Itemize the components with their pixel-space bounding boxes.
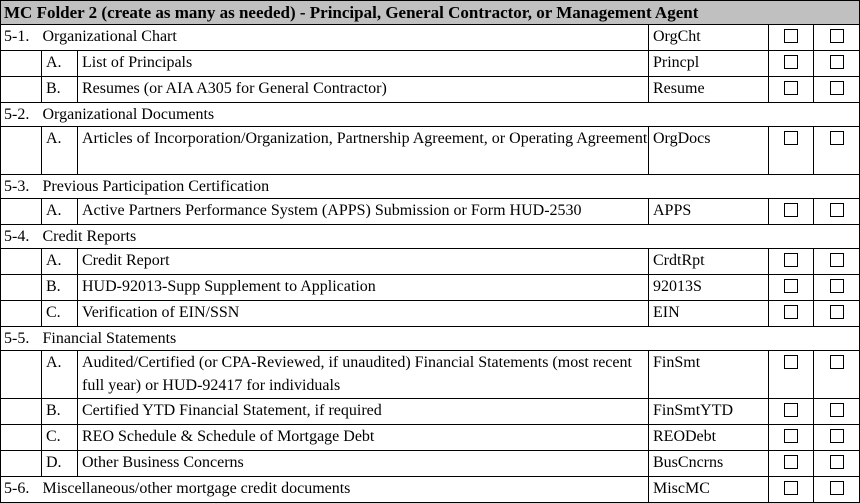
item-text: Audited/Certified (or CPA-Reviewed, if unaudited) Financial Statements (most recent full year) or HUD-92417 for individuals	[78, 351, 649, 399]
checkbox-1[interactable]	[784, 81, 798, 95]
item-letter: C.	[42, 425, 78, 451]
item-text: Credit Report	[78, 249, 649, 275]
section-number: 5-3.	[1, 175, 42, 199]
checkbox-2[interactable]	[830, 55, 844, 69]
item-text: REO Schedule & Schedule of Mortgage Debt	[78, 425, 649, 451]
doc-code: REODebt	[649, 425, 769, 451]
section-row	[1, 175, 860, 199]
checkbox-1[interactable]	[784, 403, 798, 417]
doc-code: EIN	[649, 301, 769, 327]
item-letter: B.	[42, 399, 78, 425]
item-letter: A.	[42, 351, 78, 399]
section-number: 5-2.	[1, 103, 42, 127]
checkbox-2[interactable]	[830, 131, 844, 145]
item-row	[1, 399, 860, 425]
section-number: 5-1.	[1, 25, 42, 51]
item-text: List of Principals	[78, 51, 649, 77]
section-row	[1, 477, 860, 503]
item-row	[1, 301, 860, 327]
item-text: Other Business Concerns	[78, 451, 649, 477]
checkbox-2[interactable]	[830, 355, 844, 369]
item-letter: A.	[42, 199, 78, 225]
checkbox-1[interactable]	[784, 305, 798, 319]
section-row	[1, 327, 860, 351]
section-number: 5-4.	[1, 225, 42, 249]
doc-code: Princpl	[649, 51, 769, 77]
checkbox-2[interactable]	[830, 429, 844, 443]
item-text: Resumes (or AIA A305 for General Contractor)	[78, 77, 649, 103]
doc-code: MiscMC	[649, 477, 769, 503]
item-text: HUD-92013-Supp Supplement to Application	[78, 275, 649, 301]
section-title: Miscellaneous/other mortgage credit documents	[42, 477, 649, 503]
item-letter: A.	[42, 51, 78, 77]
item-letter: A.	[42, 127, 78, 175]
item-row	[1, 199, 860, 225]
item-text: Articles of Incorporation/Organization, Partnership Agreement, or Operating Agreement	[78, 127, 649, 175]
section-row	[1, 103, 860, 127]
checkbox-2[interactable]	[830, 253, 844, 267]
checkbox-1[interactable]	[784, 29, 798, 43]
section-row	[1, 25, 860, 51]
checkbox-2[interactable]	[830, 203, 844, 217]
checkbox-2[interactable]	[830, 403, 844, 417]
item-letter: A.	[42, 249, 78, 275]
checkbox-2[interactable]	[830, 29, 844, 43]
doc-code: Resume	[649, 77, 769, 103]
section-title: Organizational Documents	[42, 103, 860, 127]
checkbox-1[interactable]	[784, 203, 798, 217]
item-row	[1, 425, 860, 451]
checkbox-1[interactable]	[784, 279, 798, 293]
section-title: Financial Statements	[42, 327, 860, 351]
item-letter: D.	[42, 451, 78, 477]
folder-title: MC Folder 2 (create as many as needed) - Principal, General Contractor, or Management Agent	[1, 1, 860, 25]
doc-code: BusCncrns	[649, 451, 769, 477]
item-row	[1, 51, 860, 77]
checkbox-2[interactable]	[830, 305, 844, 319]
item-row	[1, 77, 860, 103]
checkbox-1[interactable]	[784, 429, 798, 443]
item-row	[1, 451, 860, 477]
doc-code: OrgCht	[649, 25, 769, 51]
item-letter: B.	[42, 275, 78, 301]
item-letter: C.	[42, 301, 78, 327]
checkbox-2[interactable]	[830, 81, 844, 95]
item-row	[1, 275, 860, 301]
section-number: 5-5.	[1, 327, 42, 351]
checkbox-2[interactable]	[830, 279, 844, 293]
doc-code: APPS	[649, 199, 769, 225]
doc-code: 92013S	[649, 275, 769, 301]
item-row	[1, 351, 860, 399]
doc-code: CrdtRpt	[649, 249, 769, 275]
section-title: Organizational Chart	[42, 25, 649, 51]
item-text: Certified YTD Financial Statement, if required	[78, 399, 649, 425]
checkbox-1[interactable]	[784, 253, 798, 267]
doc-code: FinSmtYTD	[649, 399, 769, 425]
section-row	[1, 225, 860, 249]
checkbox-1[interactable]	[784, 481, 798, 495]
checkbox-1[interactable]	[784, 355, 798, 369]
doc-code: FinSmt	[649, 351, 769, 399]
checkbox-2[interactable]	[830, 481, 844, 495]
section-title: Previous Participation Certification	[42, 175, 860, 199]
item-row	[1, 127, 860, 175]
section-number: 5-6.	[1, 477, 42, 503]
checkbox-1[interactable]	[784, 131, 798, 145]
item-text: Verification of EIN/SSN	[78, 301, 649, 327]
checkbox-2[interactable]	[830, 455, 844, 469]
item-letter: B.	[42, 77, 78, 103]
checkbox-1[interactable]	[784, 55, 798, 69]
doc-code: OrgDocs	[649, 127, 769, 175]
item-text: Active Partners Performance System (APPS) Submission or Form HUD-2530	[78, 199, 649, 225]
item-row	[1, 249, 860, 275]
header-row	[1, 1, 860, 25]
section-title: Credit Reports	[42, 225, 860, 249]
checkbox-1[interactable]	[784, 455, 798, 469]
